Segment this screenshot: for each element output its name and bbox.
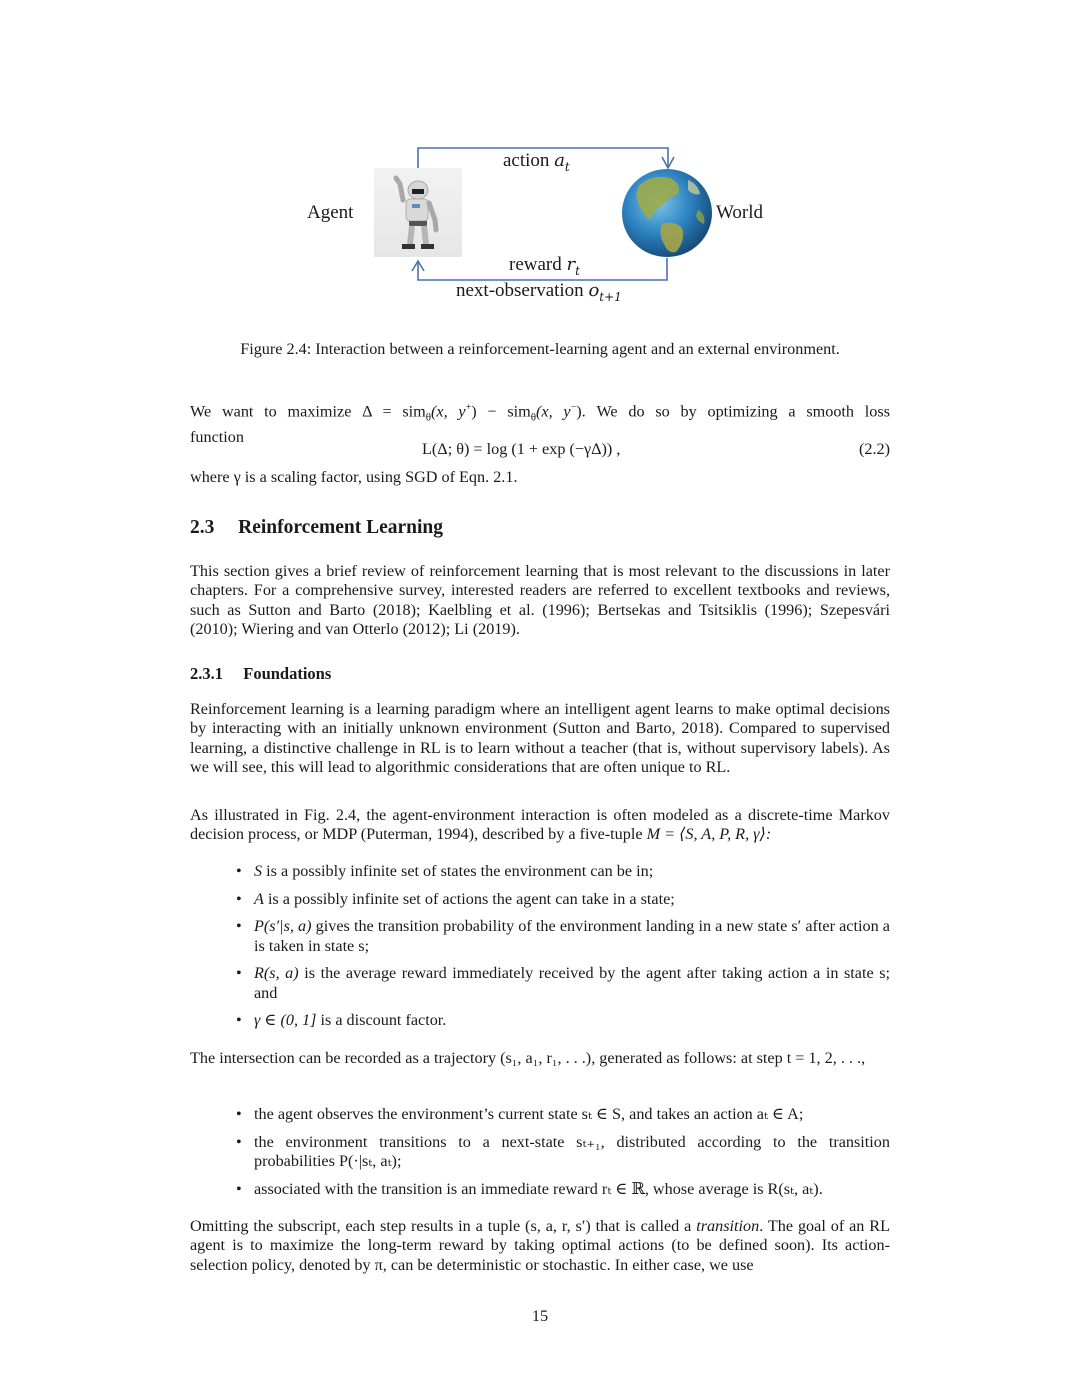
bullet-icon: • (236, 964, 242, 983)
observation-symbol: o (588, 280, 600, 301)
section-title: Reinforcement Learning (238, 517, 444, 538)
trajectory-steps-list (236, 1105, 890, 1207)
subsection-number: 2.3.1 (190, 664, 223, 683)
after-equation-text: where γ is a scaling factor, using SGD of Eqn. 2.1. (190, 468, 518, 486)
subsection-heading (190, 664, 331, 684)
earth-globe-image (622, 169, 712, 257)
equation-body: L(Δ; θ) = log (1 + exp (−γΔ)) , (422, 440, 621, 458)
action-symbol: a (554, 150, 565, 171)
mdp-components-list (236, 862, 891, 1039)
reward-label (509, 254, 580, 278)
equation-2-2 (190, 440, 890, 460)
bullet-icon: • (236, 862, 242, 880)
foundations-paragraph-1: Reinforcement learning is a learning paradigm where an intelligent agent learns to make optimal decisions by interacting with an initially unknown environment (Sutton and Barto, 2018). Compared to supervised learning, a distinctive challenge in RL is to learn without a teacher (that is, without supervisory labels). As we will see, this will lead to algorithmic considerations that are often unique to RL. (190, 700, 890, 777)
intro-line-2: function (190, 428, 244, 447)
section-number: 2.3 (190, 517, 215, 538)
agent-world-figure (290, 140, 790, 315)
reward-text: reward (509, 254, 562, 275)
list-item: • γ ∈ (0, 1] is a discount factor. (236, 1011, 447, 1030)
trajectory-paragraph: The intersection can be recorded as a trajectory (s₁, a₁, r₁, . . .), generated as follows: at step t = 1, 2, . . ., (190, 1049, 866, 1067)
subsection-title: Foundations (243, 664, 332, 683)
list-item: • S is a possibly infinite set of states the environment can be in; (236, 862, 654, 880)
list-item: • the environment transitions to a next-state sₜ₊₁, distributed according to the transition probabilities P(·|sₜ, aₜ); (236, 1132, 890, 1170)
reward-symbol: r (566, 254, 576, 275)
list-item: • A is a possibly infinite set of actions the agent can take in a state; (236, 889, 675, 908)
list-item: • R(s, a) is the average reward immediately received by the agent after taking action a in state s; and (236, 964, 891, 1002)
reward-subscript: t (575, 263, 580, 278)
agent-label: Agent (307, 202, 354, 223)
list-item: • associated with the transition is an immediate reward rₜ ∈ ℝ, whose average is R(sₜ, aₜ). (236, 1179, 823, 1198)
figure-caption: Figure 2.4: Interaction between a reinforcement-learning agent and an external environment. (240, 340, 840, 358)
foundations-paragraph-2: As illustrated in Fig. 2.4, the agent-environment interaction is often modeled as a discrete-time Markov decision process, or MDP (Puterman, 1994), described by a five-tuple M = ⟨S, A, P, R, γ⟩: (190, 806, 890, 844)
transition-paragraph: Omitting the subscript, each step results in a tuple (s, a, r, s′) that is called a transition. The goal of an RL agent is to maximize the long-term reward by taking optimal actions (to be defined soon). Its action-selection policy, denoted by π, can be deterministic or stochastic. In either case, we use (190, 1217, 890, 1274)
observation-text: next-observation (456, 280, 584, 301)
action-subscript: t (564, 159, 570, 174)
bullet-icon: • (236, 1179, 242, 1198)
list-item: • P(s′|s, a) gives the transition probability of the environment landing in a new state s′ after action a is taken in state s; (236, 917, 890, 955)
section-heading (190, 517, 443, 539)
bullet-icon: • (236, 1105, 242, 1123)
mdp-tuple: M = ⟨S, A, P, R, γ⟩: (646, 825, 772, 844)
intro-line-1: We want to maximize Δ = sim$_\theta$(x, y+) − sim$_\theta$(x, y−). We do so by optimizing a smooth loss (190, 402, 890, 424)
bullet-icon: • (236, 917, 242, 936)
action-text: action (503, 150, 550, 171)
bullet-icon: • (236, 1132, 242, 1151)
bullet-icon: • (236, 889, 242, 908)
list-item: • the agent observes the environment’s current state sₜ ∈ S, and takes an action aₜ ∈ A; (236, 1105, 804, 1123)
robot-image (374, 168, 462, 257)
action-label (503, 150, 570, 174)
world-label: World (716, 202, 764, 223)
bullet-icon: • (236, 1011, 242, 1030)
transition-term: transition (696, 1217, 760, 1235)
observation-subscript: t+1 (599, 289, 622, 304)
equation-number: (2.2) (858, 440, 890, 458)
page-number: 15 (531, 1307, 549, 1325)
section-intro-paragraph: This section gives a brief review of reinforcement learning that is most relevant to the discussions in later chapters. For a comprehensive survey, interested readers are referred to excellent textbooks and reviews, such as Sutton and Barto (2018); Kaelbling et al. (1996); Bertsekas and Tsitsiklis (1996); Szepesvári (2010); Wiering and van Otterlo (2012); Li (2019). (190, 562, 890, 639)
observation-label (456, 280, 622, 304)
